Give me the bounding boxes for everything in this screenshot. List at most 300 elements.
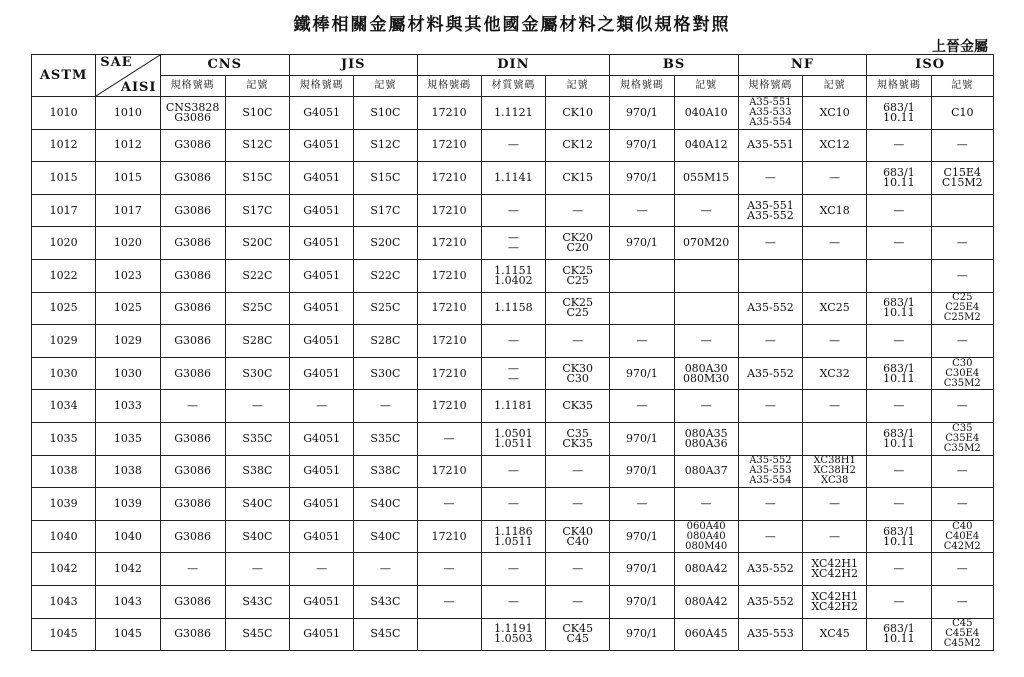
table-cell bbox=[674, 553, 738, 586]
header-sub: 記號 bbox=[803, 76, 867, 97]
cell-line: 970/1 bbox=[626, 464, 658, 478]
cell-line: S25C bbox=[370, 301, 401, 315]
cell-line: — bbox=[700, 496, 712, 510]
cell-line: S22C bbox=[242, 268, 273, 282]
table-cell bbox=[32, 618, 96, 651]
cell-line: A35-552 bbox=[747, 562, 794, 576]
cell-line: CK35 bbox=[562, 436, 593, 450]
table-cell bbox=[354, 390, 417, 423]
table-cell bbox=[738, 488, 802, 521]
cell-line: A35-551 bbox=[749, 96, 792, 108]
table-cell bbox=[417, 97, 481, 130]
table-cell bbox=[803, 97, 867, 130]
cell-line: G4051 bbox=[303, 627, 341, 641]
table-cell bbox=[481, 325, 545, 358]
table-cell bbox=[96, 162, 160, 195]
table-cell bbox=[417, 194, 481, 227]
table-cell bbox=[160, 194, 225, 227]
cell-line: 970/1 bbox=[626, 431, 658, 445]
table-cell bbox=[96, 520, 160, 553]
cell-line: 970/1 bbox=[626, 627, 658, 641]
cell-line: — bbox=[507, 371, 519, 385]
table-cell bbox=[32, 520, 96, 553]
table-cell bbox=[674, 455, 738, 488]
table-cell bbox=[546, 618, 610, 651]
cell-line: — bbox=[764, 236, 776, 250]
table-row bbox=[32, 553, 994, 586]
table-cell bbox=[290, 162, 354, 195]
table-cell bbox=[96, 194, 160, 227]
cell-line: XC38H2 bbox=[813, 465, 856, 477]
table-row bbox=[32, 357, 994, 390]
table-cell bbox=[546, 97, 610, 130]
cell-line: S40C bbox=[242, 496, 273, 510]
table-cell bbox=[931, 259, 993, 292]
table-cell bbox=[931, 194, 993, 227]
cell-line: S35C bbox=[242, 431, 273, 445]
cell-line: 1030 bbox=[113, 366, 142, 380]
cell-line: — bbox=[572, 594, 584, 608]
table-cell bbox=[803, 390, 867, 423]
table-cell bbox=[225, 227, 289, 260]
table-row bbox=[32, 455, 994, 488]
table-cell bbox=[931, 129, 993, 162]
cell-line: S20C bbox=[242, 236, 273, 250]
cell-line: CK25 bbox=[562, 263, 593, 277]
cell-line: — bbox=[700, 333, 712, 347]
cell-line: 1.1186 bbox=[494, 524, 533, 538]
table-cell bbox=[160, 97, 225, 130]
table-row bbox=[32, 227, 994, 260]
header-sub: 規格號碼 bbox=[417, 76, 481, 97]
cell-line: — bbox=[893, 236, 905, 250]
cell-line: S15C bbox=[242, 170, 273, 184]
cell-line: 1025 bbox=[113, 301, 142, 315]
cell-line: 683/1 bbox=[883, 100, 915, 114]
table-cell bbox=[610, 455, 674, 488]
cell-line: C35 bbox=[952, 422, 973, 434]
table-cell bbox=[931, 390, 993, 423]
table-cell bbox=[96, 422, 160, 455]
cell-line: C10 bbox=[951, 105, 974, 119]
table-cell bbox=[225, 259, 289, 292]
cell-line: S28C bbox=[242, 333, 273, 347]
table-cell bbox=[354, 227, 417, 260]
table-cell bbox=[354, 553, 417, 586]
table-cell bbox=[417, 259, 481, 292]
table-cell bbox=[674, 422, 738, 455]
table-cell bbox=[32, 422, 96, 455]
table-cell bbox=[32, 585, 96, 618]
table-cell bbox=[481, 259, 545, 292]
cell-line: 1017 bbox=[49, 203, 78, 217]
table-cell bbox=[225, 390, 289, 423]
table-cell bbox=[160, 227, 225, 260]
table-cell bbox=[417, 129, 481, 162]
table-cell bbox=[225, 97, 289, 130]
cell-line: 683/1 bbox=[883, 296, 915, 310]
table-cell bbox=[417, 292, 481, 325]
cell-line: XC38 bbox=[821, 475, 849, 487]
table-cell bbox=[931, 618, 993, 651]
table-cell bbox=[867, 553, 931, 586]
table-cell bbox=[867, 194, 931, 227]
cell-line: 1.1151 bbox=[494, 263, 533, 277]
table-cell bbox=[867, 585, 931, 618]
table-cell bbox=[417, 455, 481, 488]
cell-line: 17210 bbox=[431, 399, 467, 413]
cell-line: — bbox=[893, 203, 905, 217]
cell-line: — bbox=[829, 236, 841, 250]
cell-line: 970/1 bbox=[626, 236, 658, 250]
table-cell bbox=[290, 455, 354, 488]
table-cell bbox=[32, 357, 96, 390]
cell-line: G3086 bbox=[174, 110, 212, 124]
cell-line: G3086 bbox=[174, 236, 212, 250]
cell-line: 970/1 bbox=[626, 105, 658, 119]
cell-line: C35M2 bbox=[943, 442, 981, 454]
table-cell bbox=[546, 162, 610, 195]
cell-line: — bbox=[507, 562, 519, 576]
cell-line: 17210 bbox=[431, 203, 467, 217]
table-cell bbox=[32, 227, 96, 260]
table-cell bbox=[867, 162, 931, 195]
table-row bbox=[32, 97, 994, 130]
cell-line: C35E4 bbox=[945, 432, 980, 444]
cell-line: C20 bbox=[566, 241, 589, 255]
cell-line: A35-551 bbox=[747, 198, 794, 212]
cell-line: A35-552 bbox=[747, 366, 794, 380]
cell-line: S12C bbox=[370, 138, 401, 152]
table-cell bbox=[225, 618, 289, 651]
cell-line: — bbox=[443, 594, 455, 608]
table-cell bbox=[803, 357, 867, 390]
cell-line: XC45 bbox=[819, 627, 850, 641]
company-name: 上晉金屬 bbox=[932, 39, 988, 55]
cell-line: C30E4 bbox=[945, 367, 980, 379]
table-cell bbox=[546, 259, 610, 292]
table-cell bbox=[96, 390, 160, 423]
table-cell bbox=[160, 357, 225, 390]
table-cell bbox=[674, 162, 738, 195]
cell-line: 10.11 bbox=[883, 175, 915, 189]
table-cell bbox=[481, 97, 545, 130]
cell-line: A35-554 bbox=[749, 116, 792, 128]
cell-line: S20C bbox=[370, 236, 401, 250]
cell-line: CK25 bbox=[562, 296, 593, 310]
table-cell bbox=[481, 422, 545, 455]
table-cell bbox=[546, 194, 610, 227]
cell-line: 970/1 bbox=[626, 366, 658, 380]
cell-line: 1020 bbox=[49, 236, 78, 250]
table-cell bbox=[160, 162, 225, 195]
table-cell bbox=[290, 292, 354, 325]
table-cell bbox=[867, 325, 931, 358]
table-cell bbox=[354, 488, 417, 521]
cell-line: — bbox=[956, 594, 968, 608]
cell-line: 10.11 bbox=[883, 110, 915, 124]
table-cell bbox=[738, 455, 802, 488]
cell-line: G4051 bbox=[303, 138, 341, 152]
table-cell bbox=[354, 585, 417, 618]
cell-line: — bbox=[187, 562, 199, 576]
table-cell bbox=[803, 422, 867, 455]
cell-line: — bbox=[764, 529, 776, 543]
cell-line: 080A37 bbox=[684, 464, 728, 478]
table-cell bbox=[674, 357, 738, 390]
cell-line: — bbox=[829, 399, 841, 413]
cell-line: 080A42 bbox=[684, 562, 728, 576]
cell-line: G4051 bbox=[303, 268, 341, 282]
table-cell bbox=[160, 553, 225, 586]
table-cell bbox=[803, 129, 867, 162]
table-cell bbox=[738, 553, 802, 586]
table-cell bbox=[417, 162, 481, 195]
table-cell bbox=[867, 129, 931, 162]
cell-line: 040A10 bbox=[684, 105, 728, 119]
table-cell bbox=[610, 520, 674, 553]
cell-line: CK45 bbox=[562, 622, 593, 636]
cell-line: — bbox=[764, 333, 776, 347]
table-cell bbox=[290, 259, 354, 292]
cell-line: — bbox=[829, 529, 841, 543]
cell-line: 060A45 bbox=[684, 627, 728, 641]
table-cell bbox=[96, 325, 160, 358]
cell-line: G4051 bbox=[303, 496, 341, 510]
cell-line: XC42H2 bbox=[811, 599, 858, 613]
cell-line: — bbox=[443, 431, 455, 445]
table-cell bbox=[290, 97, 354, 130]
table-cell bbox=[803, 455, 867, 488]
table-cell bbox=[546, 357, 610, 390]
cell-line: 055M15 bbox=[683, 170, 730, 184]
cell-line: — bbox=[507, 496, 519, 510]
table-cell bbox=[803, 162, 867, 195]
cell-line: G4051 bbox=[303, 366, 341, 380]
cell-line: 1015 bbox=[113, 170, 142, 184]
cell-line: 080A42 bbox=[684, 594, 728, 608]
table-cell bbox=[931, 553, 993, 586]
cell-line: 10.11 bbox=[883, 306, 915, 320]
table-cell bbox=[738, 259, 802, 292]
cell-line: 17210 bbox=[431, 333, 467, 347]
cell-line: — bbox=[507, 203, 519, 217]
table-cell bbox=[738, 422, 802, 455]
table-cell bbox=[674, 259, 738, 292]
cell-line: 1.1158 bbox=[494, 301, 533, 315]
table-cell bbox=[160, 422, 225, 455]
cell-line: 17210 bbox=[431, 268, 467, 282]
cell-line: 1012 bbox=[113, 138, 142, 152]
table-cell bbox=[354, 194, 417, 227]
table-cell bbox=[803, 618, 867, 651]
table-cell bbox=[160, 488, 225, 521]
table-cell bbox=[931, 292, 993, 325]
table-cell bbox=[803, 325, 867, 358]
cell-line: CK30 bbox=[562, 361, 593, 375]
table-cell bbox=[481, 390, 545, 423]
cell-line: G4051 bbox=[303, 594, 341, 608]
table-cell bbox=[354, 129, 417, 162]
table-cell bbox=[738, 618, 802, 651]
table-cell bbox=[290, 129, 354, 162]
cell-line: — bbox=[379, 399, 391, 413]
cell-line: 040A12 bbox=[684, 138, 728, 152]
table-cell bbox=[481, 553, 545, 586]
header-sub: 材質號碼 bbox=[481, 76, 545, 97]
table-cell bbox=[931, 585, 993, 618]
cell-line: G3086 bbox=[174, 170, 212, 184]
cell-line: 1023 bbox=[113, 268, 142, 282]
cell-line: 683/1 bbox=[883, 165, 915, 179]
table-cell bbox=[931, 422, 993, 455]
table-cell bbox=[160, 292, 225, 325]
cell-line: 070M20 bbox=[683, 236, 730, 250]
header-sub: 規格號碼 bbox=[867, 76, 931, 97]
cell-line: 060A40 bbox=[686, 520, 726, 532]
cell-line: 683/1 bbox=[883, 622, 915, 636]
cell-line: S38C bbox=[242, 464, 273, 478]
cell-line: 1010 bbox=[49, 105, 78, 119]
table-cell bbox=[674, 520, 738, 553]
cell-line: — bbox=[893, 333, 905, 347]
table-cell bbox=[610, 259, 674, 292]
cell-line: C35 bbox=[566, 426, 589, 440]
cell-line: G4051 bbox=[303, 464, 341, 478]
table-cell bbox=[160, 455, 225, 488]
cell-line: 1045 bbox=[113, 627, 142, 641]
cell-line: G4051 bbox=[303, 529, 341, 543]
cell-line: G3086 bbox=[174, 203, 212, 217]
table-cell bbox=[738, 585, 802, 618]
header-sub: 規格號碼 bbox=[610, 76, 674, 97]
table-cell bbox=[417, 422, 481, 455]
table-cell bbox=[867, 455, 931, 488]
cell-line: — bbox=[187, 399, 199, 413]
cell-line: CK35 bbox=[562, 399, 593, 413]
header-sub: 記號 bbox=[354, 76, 417, 97]
header-sae: SAE bbox=[100, 55, 133, 70]
cell-line: C35M2 bbox=[943, 377, 981, 389]
cell-line: S17C bbox=[370, 203, 401, 217]
table-cell bbox=[290, 194, 354, 227]
table-cell bbox=[610, 553, 674, 586]
cell-line: 970/1 bbox=[626, 170, 658, 184]
cell-line: G4051 bbox=[303, 431, 341, 445]
table-cell bbox=[481, 129, 545, 162]
table-cell bbox=[803, 259, 867, 292]
table-cell bbox=[225, 194, 289, 227]
cell-line: S40C bbox=[242, 529, 273, 543]
table-cell bbox=[32, 553, 96, 586]
cell-line: G3086 bbox=[174, 496, 212, 510]
cell-line: 1042 bbox=[49, 562, 78, 576]
table-cell bbox=[32, 162, 96, 195]
table-cell bbox=[354, 357, 417, 390]
cell-line: S43C bbox=[370, 594, 401, 608]
table-cell bbox=[96, 292, 160, 325]
header-sae-aisi bbox=[96, 55, 160, 97]
table-row bbox=[32, 390, 994, 423]
table-cell bbox=[610, 129, 674, 162]
cell-line: — bbox=[956, 562, 968, 576]
table-cell bbox=[417, 520, 481, 553]
cell-line: XC42H1 bbox=[811, 589, 858, 603]
table-cell bbox=[160, 325, 225, 358]
cell-line: — bbox=[636, 203, 648, 217]
cell-line: S30C bbox=[370, 366, 401, 380]
table-cell bbox=[738, 292, 802, 325]
table-cell bbox=[931, 325, 993, 358]
table-cell bbox=[610, 97, 674, 130]
table-cell bbox=[290, 390, 354, 423]
table-cell bbox=[931, 227, 993, 260]
table-cell bbox=[481, 618, 545, 651]
table-cell bbox=[610, 390, 674, 423]
cell-line: 970/1 bbox=[626, 562, 658, 576]
cell-line: A35-551 bbox=[747, 138, 794, 152]
cell-line: 1012 bbox=[49, 138, 78, 152]
table-row bbox=[32, 259, 994, 292]
cell-line: G4051 bbox=[303, 170, 341, 184]
page-title: 鐵棒相關金屬材料與其他國金屬材料之類似規格對照 bbox=[293, 15, 731, 35]
table-cell bbox=[354, 618, 417, 651]
cell-line: — bbox=[764, 399, 776, 413]
table-cell bbox=[417, 390, 481, 423]
table-cell bbox=[674, 292, 738, 325]
cell-line: CK20 bbox=[562, 231, 593, 245]
cell-line: — bbox=[507, 594, 519, 608]
cell-line: 17210 bbox=[431, 529, 467, 543]
cell-line: C25 bbox=[566, 306, 589, 320]
cell-line: — bbox=[636, 399, 648, 413]
cell-line: XC10 bbox=[819, 105, 850, 119]
cell-line: 970/1 bbox=[626, 529, 658, 543]
cell-line: G3086 bbox=[174, 529, 212, 543]
table-cell bbox=[738, 162, 802, 195]
cell-line: — bbox=[956, 236, 968, 250]
table-row bbox=[32, 520, 994, 553]
cell-line: G4051 bbox=[303, 236, 341, 250]
table-cell bbox=[546, 488, 610, 521]
table-cell bbox=[481, 292, 545, 325]
cell-line: G4051 bbox=[303, 333, 341, 347]
cell-line: — bbox=[507, 138, 519, 152]
table-cell bbox=[225, 488, 289, 521]
table-cell bbox=[225, 585, 289, 618]
cell-line: 1.0511 bbox=[494, 436, 533, 450]
cell-line: 683/1 bbox=[883, 361, 915, 375]
cell-line: XC25 bbox=[819, 301, 850, 315]
table-cell bbox=[417, 357, 481, 390]
cell-line: — bbox=[893, 562, 905, 576]
table-cell bbox=[738, 390, 802, 423]
cell-line: — bbox=[956, 333, 968, 347]
cell-line: XC42H1 bbox=[811, 557, 858, 571]
table-cell bbox=[417, 618, 481, 651]
cell-line: G3086 bbox=[174, 333, 212, 347]
table-cell bbox=[610, 227, 674, 260]
table-cell bbox=[417, 325, 481, 358]
table-cell bbox=[867, 259, 931, 292]
table-cell bbox=[803, 520, 867, 553]
table-cell bbox=[96, 357, 160, 390]
table-cell bbox=[290, 520, 354, 553]
table-cell bbox=[290, 618, 354, 651]
cell-line: 1029 bbox=[113, 333, 142, 347]
cell-line: — bbox=[956, 268, 968, 282]
table-cell bbox=[738, 520, 802, 553]
